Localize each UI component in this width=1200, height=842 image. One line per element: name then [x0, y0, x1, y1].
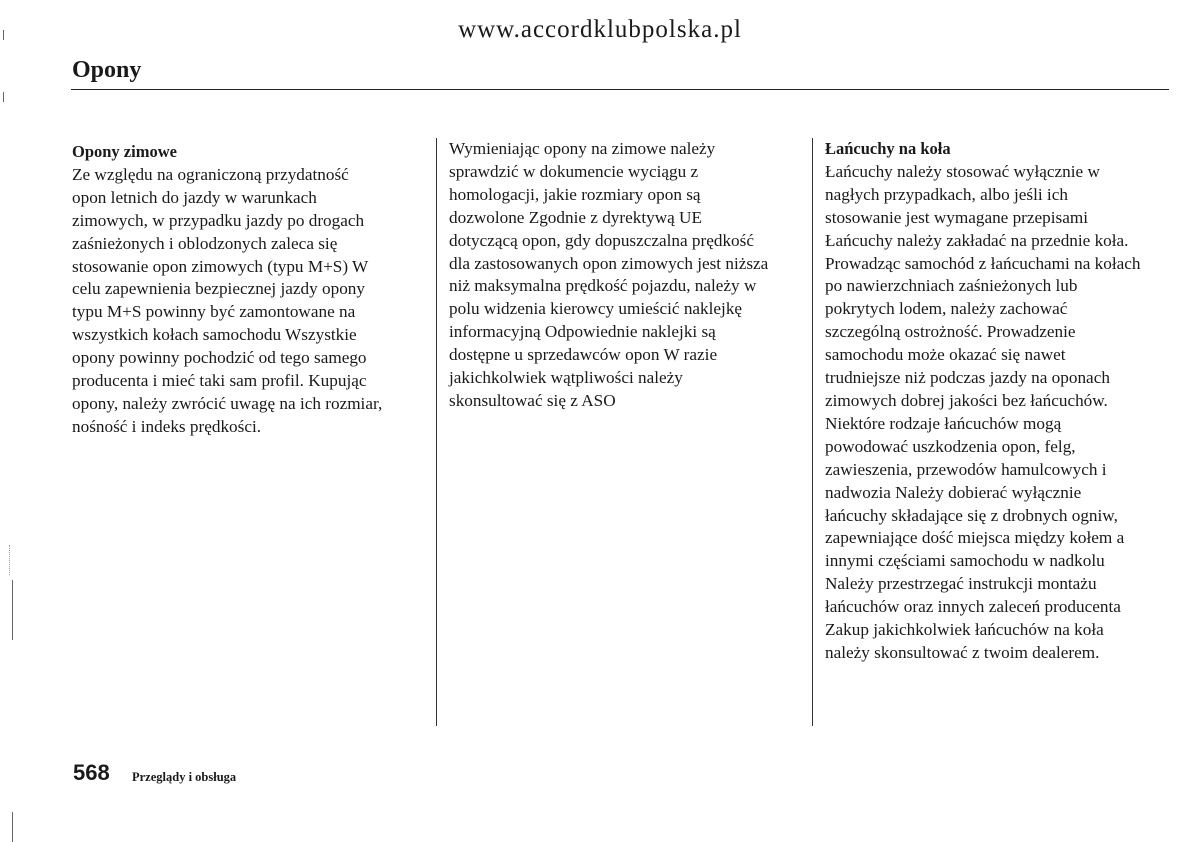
column-text [449, 138, 799, 413]
text-line: zaśnieżonych i oblodzonych zaleca się [72, 233, 338, 253]
text-line: łańcuchów oraz innych zaleceń producenta [825, 597, 1121, 617]
text-line: Niektóre rodzaje łańcuchów mogą [825, 413, 1062, 433]
text-line: należy skonsultować z twoim dealerem. [825, 642, 1100, 662]
text-line: nadwozia Należy dobierać wyłącznie [825, 482, 1082, 502]
text-line: homologacji, jakie rozmiary opon są [449, 184, 701, 204]
column-divider [436, 138, 437, 726]
text-line: stosowanie jest wymagane przepisami [825, 207, 1088, 227]
text-line: szczególną ostrożność. Prowadzenie [825, 322, 1076, 342]
text-line: powodować uszkodzenia opon, felg, [825, 436, 1076, 456]
text-line: zimowych dobrej jakości bez łańcuchów. [825, 390, 1108, 410]
text-line: Należy przestrzegać instrukcji montażu [825, 574, 1097, 594]
text-line: dozwolone Zgodnie z dyrektywą UE [449, 207, 702, 227]
text-line: informacyjną Odpowiednie naklejki są [449, 322, 716, 342]
subhead-winter-tires: Opony zimowe [72, 142, 177, 161]
column-divider [812, 138, 813, 726]
text-line: zimowych, w przypadku jazdy po drogach [72, 210, 365, 230]
text-line: dotyczącą opon, gdy dopuszczalna prędkość [449, 230, 754, 250]
text-line: trudniejsze niż podczas jazdy na oponach [825, 368, 1110, 388]
text-line: zapewniające dość miejsca między kołem a [825, 528, 1125, 548]
text-line: opon letnich do jazdy w warunkach [72, 187, 317, 207]
text-line: nagłych przypadkach, albo jeśli ich [825, 184, 1068, 204]
text-line: Wymieniając opony na zimowe należy [449, 139, 716, 158]
text-line: łańcuchy składające się z drobnych ogniw, [825, 505, 1118, 525]
text-line: zawieszenia, przewodów hamulcowych i [825, 459, 1107, 479]
text-line: polu widzenia kierowcy umieścić naklejkę [449, 299, 743, 319]
column-text [72, 164, 422, 439]
text-line: wszystkich kołach samochodu Wszystkie [72, 325, 357, 345]
text-line: Łańcuchy należy stosować wyłącznie w [825, 161, 1100, 181]
page-title: Opony [72, 57, 142, 83]
text-line: stosowanie opon zimowych (typu M+S) W [72, 256, 369, 276]
text-line: skonsultować się z ASO [449, 390, 616, 410]
header-rule [71, 89, 1169, 90]
column-tire-homologation [449, 138, 799, 413]
text-line: Zakup jakichkolwiek łańcuchów na koła [825, 620, 1104, 640]
column-winter-tires [72, 141, 422, 439]
page-number: 568 [73, 760, 110, 785]
column-text [825, 161, 1160, 665]
text-line: po nawierzchniach zaśnieżonych lub [825, 276, 1078, 296]
text-line: dostępne u sprzedawców opon W razie [449, 345, 718, 365]
text-line: opony powinny pochodzić od tego samego [72, 348, 367, 368]
text-line: sprawdzić w dokumencie wyciągu z [449, 161, 699, 181]
subhead-snow-chains: Łańcuchy na koła [825, 139, 951, 158]
scan-mark [3, 92, 4, 102]
text-line: Łańcuchy należy zakładać na przednie koła. [825, 230, 1129, 250]
text-line: producenta i mieć taki sam profil. Kupując [72, 371, 367, 391]
scan-mark [12, 580, 13, 640]
text-line: celu zapewnienia bezpiecznej jazdy opony [72, 279, 365, 299]
text-line: opony, należy zwrócić uwagę na ich rozmiar, [72, 393, 383, 413]
site-url: www.accordklubpolska.pl [458, 16, 742, 43]
column-snow-chains [825, 138, 1160, 665]
text-line: samochodu może okazać się nawet [825, 345, 1066, 365]
text-line: typu M+S powinny być zamontowane na [72, 302, 356, 322]
scan-mark [9, 545, 10, 575]
footer-section-name: Przeglądy i obsługa [132, 770, 237, 784]
text-line: jakichkolwiek wątpliwości należy [449, 368, 683, 388]
text-line: niż maksymalna prędkość pojazdu, należy w [449, 276, 757, 296]
scan-mark [3, 30, 4, 40]
text-line: Ze względu na ograniczoną przydatność [72, 164, 349, 184]
text-line: pokrytych lodem, należy zachować [825, 299, 1068, 319]
text-line: innymi częściami samochodu w nadkolu [825, 551, 1105, 571]
text-line: nośność i indeks prędkości. [72, 416, 262, 436]
scan-mark [12, 812, 13, 842]
text-line: dla zastosowanych opon zimowych jest niższa [449, 253, 769, 273]
text-line: Prowadząc samochód z łańcuchami na kołach [825, 253, 1141, 273]
